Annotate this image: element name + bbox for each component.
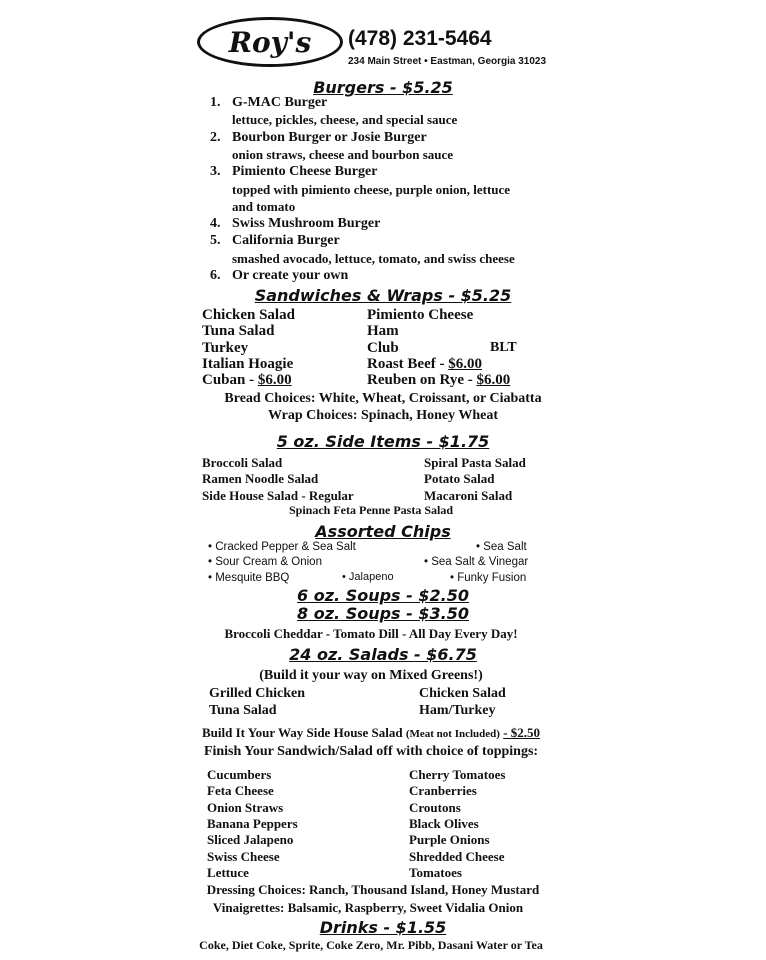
topping-item: Croutons <box>409 799 461 815</box>
burger-name: Swiss Mushroom Burger <box>232 216 381 232</box>
burger-item <box>210 216 380 232</box>
burger-description: topped with pimiento cheese, purple onion, lettuce <box>232 181 511 197</box>
burger-item <box>210 164 377 180</box>
topping-item: Onion Straws <box>207 799 284 815</box>
burger-description: onion straws, cheese and bourbon sauce <box>232 146 454 162</box>
house-salad-line <box>0 725 742 741</box>
drinks-line: Coke, Diet Coke, Sprite, Coke Zero, Mr. Pibb, Dasani Water or Tea <box>199 938 543 952</box>
burger-description: smashed avocado, lettuce, tomato, and swiss cheese <box>232 250 515 266</box>
side-item: Side House Salad - Regular <box>202 487 354 503</box>
chips-jalapeno: • Jalapeno <box>342 571 394 583</box>
chip-item: • Sea Salt <box>476 541 527 553</box>
burger-name: Or create your own <box>232 268 349 283</box>
burger-name: Pimiento Cheese Burger <box>232 164 378 180</box>
wrap-choices: Wrap Choices: Spinach, Honey Wheat <box>267 408 499 423</box>
burger-item <box>210 130 427 146</box>
toppings-intro: Finish Your Sandwich/Salad off with choice of toppings: <box>203 744 539 759</box>
burger-description: and tomato <box>232 198 296 214</box>
sides-heading: 5 oz. Side Items - $1.75 <box>276 432 490 451</box>
side-item: Broccoli Salad <box>202 455 283 470</box>
burger-name: G-MAC Burger <box>232 95 328 110</box>
topping-item: Black Olives <box>409 815 479 831</box>
chips-heading: Assorted Chips <box>315 522 451 541</box>
logo-text: Roy's <box>228 26 312 59</box>
burger-number: 5. <box>210 233 221 249</box>
burger-description: lettuce, pickles, cheese, and special sauce <box>232 112 458 128</box>
sides-center-item: Spinach Feta Penne Pasta Salad <box>288 503 453 517</box>
sandwich-item: Club <box>367 339 399 356</box>
chip-item: • Sour Cream & Onion <box>208 556 322 569</box>
roys-logo <box>197 17 343 67</box>
burgers-heading: Burgers - $5.25 <box>313 78 453 97</box>
side-item: Ramen Noodle Salad <box>202 471 319 487</box>
house-salad-main: Build It Your Way Side House Salad <box>201 725 403 740</box>
topping-item: Swiss Cheese <box>207 848 280 864</box>
sandwich-item: Italian Hoagie <box>202 355 294 372</box>
sandwich-item: Chicken Salad <box>202 307 295 323</box>
salad-item: Tuna Salad <box>209 703 277 718</box>
salad-item: Grilled Chicken <box>209 686 306 701</box>
topping-item: Lettuce <box>207 864 249 880</box>
salads-heading: 24 oz. Salads - $6.75 <box>289 645 477 664</box>
burger-item <box>210 268 348 284</box>
topping-item: Cherry Tomatoes <box>409 767 506 782</box>
sandwiches-heading: Sandwiches & Wraps - $5.25 <box>254 286 512 305</box>
soups-heading-8oz: 8 oz. Soups - $3.50 <box>297 604 469 623</box>
sandwich-blt: BLT <box>490 340 517 355</box>
burger-number: 1. <box>210 95 221 110</box>
topping-item: Cranberries <box>409 783 477 799</box>
sandwich-item: Ham <box>367 323 399 340</box>
side-item: Macaroni Salad <box>424 487 513 503</box>
side-item: Spiral Pasta Salad <box>424 455 526 470</box>
topping-item: Tomatoes <box>409 864 462 880</box>
house-salad-price: - $2.50 <box>503 725 541 740</box>
side-item: Potato Salad <box>424 471 495 487</box>
burger-item <box>210 233 340 249</box>
topping-item: Shredded Cheese <box>409 848 505 864</box>
sandwich-item: Turkey <box>202 339 249 356</box>
sandwich-item: Cuban - $6.00 <box>202 372 292 389</box>
burger-number: 6. <box>210 268 221 283</box>
salad-item: Chicken Salad <box>419 686 506 701</box>
sandwich-item: Roast Beef - $6.00 <box>367 355 482 372</box>
salad-item: Ham/Turkey <box>419 703 496 718</box>
soups-heading-6oz: 6 oz. Soups - $2.50 <box>297 586 469 605</box>
chip-item: • Funky Fusion <box>450 571 527 584</box>
drinks-heading: Drinks - $1.55 <box>319 918 447 937</box>
dressing-choices: Dressing Choices: Ranch, Thousand Island, Honey Mustard <box>206 882 540 897</box>
burger-number: 4. <box>210 216 221 232</box>
burger-item <box>210 95 327 111</box>
salads-subtitle: (Build it your way on Mixed Greens!) <box>259 668 483 683</box>
soups-line: Broccoli Cheddar - Tomato Dill - All Day Every Day! <box>224 626 518 641</box>
topping-item: Purple Onions <box>409 832 490 848</box>
chip-item: • Mesquite BBQ <box>208 571 290 584</box>
topping-item: Sliced Jalapeno <box>207 832 294 848</box>
burger-name: Bourbon Burger or Josie Burger <box>232 129 427 145</box>
burger-number: 3. <box>210 164 221 180</box>
chip-item: • Cracked Pepper & Sea Salt <box>208 541 356 553</box>
sandwich-item: Reuben on Rye - $6.00 <box>367 372 511 389</box>
burger-name: California Burger <box>232 233 340 249</box>
topping-item: Cucumbers <box>207 767 272 782</box>
phone-number: (478) 231-5464 <box>348 27 492 50</box>
burger-number: 2. <box>210 129 221 145</box>
topping-item: Feta Cheese <box>207 783 274 799</box>
topping-item: Banana Peppers <box>207 815 298 831</box>
house-salad-note: (Meat not Included) <box>405 728 500 740</box>
vinaigrette-choices: Vinaigrettes: Balsamic, Raspberry, Sweet Vidalia Onion <box>212 900 524 915</box>
chip-item: • Sea Salt & Vinegar <box>424 556 529 569</box>
sandwich-item: Tuna Salad <box>202 323 275 340</box>
bread-choices: Bread Choices: White, Wheat, Croissant, or Ciabatta <box>224 391 542 406</box>
address: 234 Main Street • Eastman, Georgia 31023 <box>348 56 547 67</box>
sandwich-item: Pimiento Cheese <box>367 307 474 323</box>
